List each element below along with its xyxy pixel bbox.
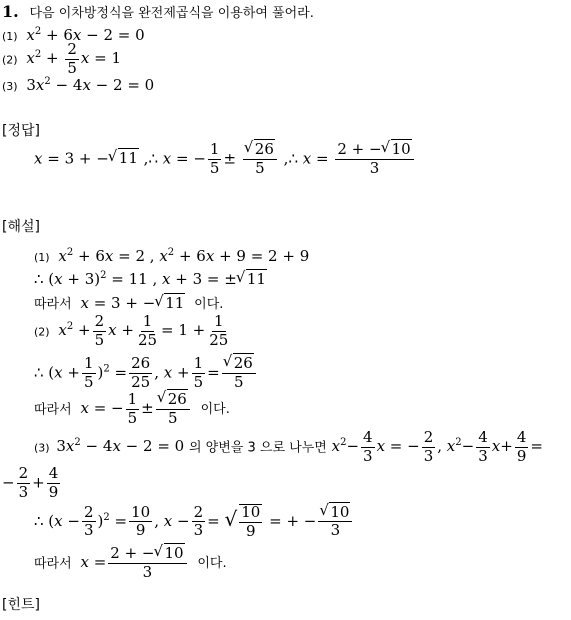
ida-text: 이다. [200, 402, 230, 418]
answer-heading: [정답] [2, 123, 40, 139]
explanation-step3-cont: − $\frac{2}{3}$ + $\frac{4}{9}$ [2, 464, 59, 501]
problem-item-3 [2, 78, 154, 93]
problem-number: 1. [2, 2, 19, 21]
sqrt: √ 11 [109, 151, 139, 166]
explanation-step1: (1) $x^2 + 6x = 2$ , $x^2 + 6x + 9 = 2 + 9$ [34, 247, 310, 265]
fraction: $\frac{2}{5}$ [67, 40, 77, 77]
therefore-text: 따라서 [34, 402, 72, 418]
item-label: (2) [2, 53, 18, 67]
hint-heading: [힌트] [2, 597, 40, 613]
fraction: $\frac{2 + -√ 10}{3}$ [335, 142, 413, 177]
explanation-step3: (3) $3x^2 - 4x - 2 = 0$ 의 양변을 3 으로 나누면 $x^2-$ $\frac{4}{3}$ x = − $\frac{2}{3}$ , $x^2-$ $\frac{4}{3}$ x+ $\frac{4}{9}$ = [34, 428, 543, 465]
problem-item-2 [2, 42, 121, 77]
step-label: (2) [34, 325, 50, 339]
therefore-text: 따라서 [34, 297, 72, 312]
ida-text: 이다. [194, 297, 224, 312]
explanation-step1b: ∴ $(x + 3)^2 = 11$ , x + 3 = ±√ 11 [34, 272, 267, 287]
fraction: √ $\frac{26}{5}$ [243, 142, 277, 177]
ida-text: 이다. [197, 556, 227, 572]
explanation-step2c: 따라서 x = − $\frac{1}{5}$ ± √ $\frac{26}{5}$ 이다. [34, 392, 230, 427]
equation: $3x^2 - 4x - 2 = 0$ [26, 76, 155, 94]
explanation-step2b: ∴ (x + $\frac{1}{5}$ )$^2$ = $\frac{26}{25}$ , x + $\frac{1}{5}$ = √ $\frac{26}{5}$ [34, 356, 258, 391]
step-label: (1) [34, 251, 50, 264]
step-label: (3) [34, 441, 50, 455]
explanation-step2: (2) $x^2$ + $\frac{2}{5}$ x + $\frac{1}{25}$ = 1 + $\frac{1}{25}$ [34, 312, 229, 349]
explanation-step3b: ∴ (x − $\frac{2}{3}$ )$^2$ = $\frac{10}{9}$ , x − $\frac{2}{3}$ = √ $\frac{10}{9}$ = + − √ $\frac{10}{3}$ [34, 504, 354, 540]
fraction: $\frac{1}{5}$ [209, 140, 220, 177]
problem-header [2, 4, 314, 20]
step3-text: 의 양변을 3 으로 나누면 [188, 440, 327, 456]
equation: $x^2$ + $\frac{2}{5}$ x = 1 [26, 40, 122, 77]
explanation-step1c: 따라서 x = 3 + −√ 11 이다. [34, 296, 223, 311]
answer-line: x = 3 + −√ 11 ,∴ x = − $\frac{1}{5}$ ± √ $\frac{26}{5}$ ,∴ x = $\frac{2 + -√ 10}{3}$ [34, 142, 416, 177]
answer-sep: ,∴ [283, 149, 298, 168]
answer-sep: ,∴ [143, 149, 158, 168]
item-label: (3) [2, 80, 18, 93]
problem-prompt: 다음 이차방정식을 완전제곱식을 이용하여 풀어라. [29, 6, 314, 21]
therefore-text: 따라서 [34, 556, 72, 572]
equation: $x^2 + 6x - 2 = 0$ [26, 26, 145, 44]
explanation-step3c: 따라서 x = $\frac{2 + -√ 10}{3}$ 이다. [34, 546, 227, 581]
item-label: (1) [2, 30, 18, 43]
explanation-heading: [해설] [2, 219, 40, 235]
